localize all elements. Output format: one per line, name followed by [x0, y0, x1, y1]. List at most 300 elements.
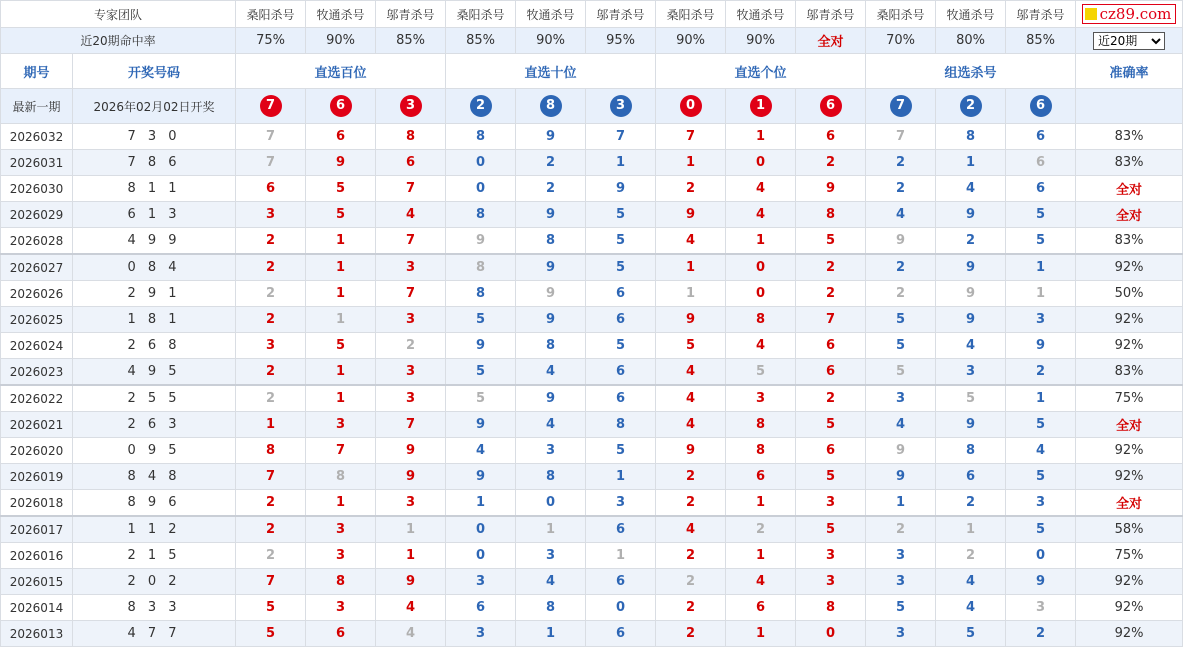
expert-team-label: 专家团队 [1, 1, 236, 28]
kill-number: 9 [656, 307, 726, 333]
kill-number: 6 [446, 595, 516, 621]
latest-label: 最新一期 [1, 89, 73, 124]
issue-number: 2026017 [1, 516, 73, 543]
kill-number: 0 [726, 281, 796, 307]
kill-number: 3 [726, 385, 796, 412]
kill-number: 3 [866, 569, 936, 595]
kill-number: 4 [376, 595, 446, 621]
table-row [1, 385, 1183, 412]
table-row [1, 516, 1183, 543]
kill-number: 8 [446, 281, 516, 307]
kill-number: 3 [376, 254, 446, 281]
kill-number: 4 [656, 228, 726, 255]
kill-number: 1 [726, 621, 796, 647]
expert-name: 桑阳杀号 [236, 1, 306, 28]
kill-number: 2 [236, 307, 306, 333]
kill-number: 5 [866, 595, 936, 621]
draw-numbers: 2 9 1 [73, 281, 236, 307]
kill-number: 3 [236, 202, 306, 228]
latest-ball-cell [306, 89, 376, 124]
kill-number: 8 [516, 333, 586, 359]
kill-number: 2 [656, 464, 726, 490]
kill-number: 1 [376, 543, 446, 569]
number-ball: 7 [890, 95, 912, 117]
kill-number: 1 [306, 359, 376, 386]
kill-number: 5 [866, 359, 936, 386]
kill-number: 0 [446, 176, 516, 202]
table-row [1, 281, 1183, 307]
kill-number: 3 [866, 385, 936, 412]
kill-number: 1 [306, 490, 376, 517]
expert-name: 桑阳杀号 [446, 1, 516, 28]
kill-number: 1 [726, 543, 796, 569]
number-ball: 8 [540, 95, 562, 117]
kill-number: 8 [446, 202, 516, 228]
kill-number: 2 [236, 281, 306, 307]
accuracy-value: 92% [1076, 438, 1183, 464]
table-row [1, 307, 1183, 333]
kill-number: 3 [376, 385, 446, 412]
latest-ball-cell [446, 89, 516, 124]
issue-number: 2026031 [1, 150, 73, 176]
kill-number: 4 [936, 333, 1006, 359]
kill-number: 2 [936, 490, 1006, 517]
kill-number: 8 [446, 124, 516, 150]
latest-ball-cell [1006, 89, 1076, 124]
group-header-combo: 组选杀号 [866, 54, 1076, 89]
kill-number: 2 [236, 543, 306, 569]
kill-number: 8 [936, 438, 1006, 464]
kill-number: 1 [726, 490, 796, 517]
kill-number: 5 [446, 385, 516, 412]
kill-number: 5 [1006, 464, 1076, 490]
table-row [1, 150, 1183, 176]
kill-number: 7 [656, 124, 726, 150]
kill-number: 1 [726, 124, 796, 150]
kill-number: 6 [586, 569, 656, 595]
kill-number: 2 [866, 150, 936, 176]
kill-number: 8 [306, 464, 376, 490]
issue-number: 2026023 [1, 359, 73, 386]
kill-number: 9 [866, 464, 936, 490]
draw-numbers: 8 4 8 [73, 464, 236, 490]
kill-number: 4 [936, 595, 1006, 621]
hit-rate-value: 90% [726, 28, 796, 54]
kill-number: 9 [796, 176, 866, 202]
site-logo[interactable] [1082, 4, 1177, 24]
kill-number: 9 [446, 464, 516, 490]
issue-number: 2026013 [1, 621, 73, 647]
kill-number: 4 [726, 202, 796, 228]
issue-number: 2026022 [1, 385, 73, 412]
expert-header-row [1, 1, 1183, 28]
kill-number: 2 [236, 385, 306, 412]
kill-number: 2 [656, 569, 726, 595]
kill-number: 3 [866, 543, 936, 569]
table-row [1, 124, 1183, 150]
kill-number: 1 [936, 150, 1006, 176]
kill-number: 3 [516, 438, 586, 464]
kill-number: 3 [796, 543, 866, 569]
kill-number: 8 [376, 124, 446, 150]
kill-number: 1 [586, 464, 656, 490]
kill-number: 5 [236, 595, 306, 621]
kill-number: 6 [586, 307, 656, 333]
latest-ball-cell [236, 89, 306, 124]
kill-number: 1 [516, 621, 586, 647]
kill-number: 9 [376, 438, 446, 464]
draw-numbers: 1 8 1 [73, 307, 236, 333]
kill-number: 0 [586, 595, 656, 621]
kill-number: 1 [1006, 281, 1076, 307]
kill-number: 8 [516, 228, 586, 255]
latest-empty-cell [1076, 89, 1183, 124]
period-select-cell [1076, 28, 1183, 54]
kill-number: 4 [656, 385, 726, 412]
logo-square-icon [1085, 8, 1097, 20]
kill-number: 8 [726, 412, 796, 438]
table-row [1, 254, 1183, 281]
kill-number: 9 [936, 412, 1006, 438]
kill-number: 2 [516, 150, 586, 176]
kill-number: 2 [866, 254, 936, 281]
kill-number: 5 [446, 307, 516, 333]
kill-number: 3 [866, 621, 936, 647]
number-ball: 3 [610, 95, 632, 117]
accuracy-value: 92% [1076, 333, 1183, 359]
kill-number: 1 [726, 228, 796, 255]
kill-number: 1 [376, 516, 446, 543]
kill-number: 5 [656, 333, 726, 359]
kill-number: 9 [446, 228, 516, 255]
kill-number: 8 [726, 438, 796, 464]
kill-number: 5 [936, 385, 1006, 412]
kill-number: 1 [306, 254, 376, 281]
kill-number: 4 [866, 202, 936, 228]
issue-number: 2026020 [1, 438, 73, 464]
draw-numbers: 2 1 5 [73, 543, 236, 569]
kill-number: 2 [866, 176, 936, 202]
kill-number: 5 [586, 333, 656, 359]
logo-text: cz89.com [1099, 5, 1172, 23]
kill-number: 7 [376, 412, 446, 438]
draw-numbers: 2 5 5 [73, 385, 236, 412]
accuracy-value: 全对 [1076, 490, 1183, 517]
kill-number: 1 [446, 490, 516, 517]
kill-number: 8 [516, 595, 586, 621]
kill-number: 6 [1006, 176, 1076, 202]
draw-numbers: 4 9 9 [73, 228, 236, 255]
table-row [1, 595, 1183, 621]
kill-number: 1 [306, 281, 376, 307]
issue-number: 2026025 [1, 307, 73, 333]
latest-ball-cell [586, 89, 656, 124]
history-rows [1, 124, 1183, 647]
draw-numbers: 2 0 2 [73, 569, 236, 595]
latest-ball-cell [866, 89, 936, 124]
kill-number: 2 [236, 228, 306, 255]
kill-number: 0 [446, 150, 516, 176]
kill-number: 2 [656, 490, 726, 517]
kill-number: 1 [656, 150, 726, 176]
table-row [1, 490, 1183, 517]
issue-number: 2026018 [1, 490, 73, 517]
kill-number: 6 [726, 464, 796, 490]
issue-number: 2026016 [1, 543, 73, 569]
kill-number: 5 [1006, 412, 1076, 438]
latest-ball-cell [936, 89, 1006, 124]
kill-number: 5 [1006, 516, 1076, 543]
kill-number: 1 [1006, 254, 1076, 281]
kill-number: 9 [1006, 333, 1076, 359]
issue-number: 2026024 [1, 333, 73, 359]
draw-numbers: 8 9 6 [73, 490, 236, 517]
kill-number: 3 [236, 333, 306, 359]
kill-number: 2 [656, 176, 726, 202]
kill-number: 2 [236, 254, 306, 281]
latest-ball-cell [656, 89, 726, 124]
kill-number: 3 [306, 412, 376, 438]
hit-rate-value: 85% [376, 28, 446, 54]
kill-number: 6 [1006, 150, 1076, 176]
draw-numbers: 4 9 5 [73, 359, 236, 386]
kill-number: 4 [936, 569, 1006, 595]
kill-number: 3 [446, 569, 516, 595]
expert-name: 邬青杀号 [1006, 1, 1076, 28]
kill-number: 9 [446, 412, 516, 438]
issue-number: 2026027 [1, 254, 73, 281]
kill-number: 9 [936, 281, 1006, 307]
number-ball: 0 [680, 95, 702, 117]
kill-number: 3 [1006, 307, 1076, 333]
kill-number: 4 [866, 412, 936, 438]
table-row [1, 359, 1183, 386]
column-header-row [1, 54, 1183, 89]
group-header-units: 直选个位 [656, 54, 866, 89]
number-ball: 6 [330, 95, 352, 117]
kill-number: 0 [446, 516, 516, 543]
expert-name: 邬青杀号 [796, 1, 866, 28]
kill-number: 8 [796, 202, 866, 228]
kill-number: 5 [796, 464, 866, 490]
kill-number: 9 [516, 281, 586, 307]
expert-name: 邬青杀号 [376, 1, 446, 28]
expert-name: 牧通杀号 [516, 1, 586, 28]
kill-number: 5 [586, 202, 656, 228]
kill-number: 4 [656, 412, 726, 438]
accuracy-value: 92% [1076, 464, 1183, 490]
kill-number: 3 [306, 543, 376, 569]
hit-rate-label: 近20期命中率 [1, 28, 236, 54]
period-select[interactable] [1093, 32, 1165, 50]
kill-number: 6 [1006, 124, 1076, 150]
kill-number: 4 [446, 438, 516, 464]
kill-number: 4 [1006, 438, 1076, 464]
expert-name: 牧通杀号 [936, 1, 1006, 28]
kill-number: 2 [1006, 621, 1076, 647]
kill-number: 6 [376, 150, 446, 176]
draw-numbers: 8 3 3 [73, 595, 236, 621]
kill-number: 6 [936, 464, 1006, 490]
kill-number: 6 [796, 124, 866, 150]
kill-number: 6 [796, 333, 866, 359]
kill-number: 1 [516, 516, 586, 543]
kill-number: 1 [586, 150, 656, 176]
kill-number: 2 [796, 254, 866, 281]
kill-number: 6 [306, 124, 376, 150]
number-ball: 6 [820, 95, 842, 117]
kill-number: 0 [1006, 543, 1076, 569]
draw-numbers: 8 1 1 [73, 176, 236, 202]
table-row [1, 543, 1183, 569]
kill-number: 5 [866, 333, 936, 359]
table-row [1, 412, 1183, 438]
kill-number: 1 [306, 307, 376, 333]
accuracy-value: 83% [1076, 228, 1183, 255]
kill-number: 3 [1006, 595, 1076, 621]
kill-number: 2 [656, 595, 726, 621]
kill-number: 4 [726, 569, 796, 595]
kill-number: 3 [446, 621, 516, 647]
accuracy-value: 83% [1076, 359, 1183, 386]
kill-number: 0 [726, 254, 796, 281]
kill-number: 6 [796, 359, 866, 386]
kill-number: 2 [376, 333, 446, 359]
kill-number: 7 [866, 124, 936, 150]
kill-number: 2 [866, 516, 936, 543]
kill-number: 5 [796, 516, 866, 543]
kill-number: 4 [726, 176, 796, 202]
number-ball: 3 [400, 95, 422, 117]
kill-number: 6 [726, 595, 796, 621]
latest-ball-cell [376, 89, 446, 124]
kill-number: 4 [376, 621, 446, 647]
accuracy-value: 58% [1076, 516, 1183, 543]
kill-number: 2 [656, 543, 726, 569]
accuracy-value: 全对 [1076, 412, 1183, 438]
kill-number: 6 [586, 385, 656, 412]
accuracy-value: 75% [1076, 385, 1183, 412]
kill-number: 1 [656, 281, 726, 307]
accuracy-value: 92% [1076, 254, 1183, 281]
kill-number: 9 [516, 202, 586, 228]
kill-number: 9 [376, 569, 446, 595]
kill-number: 3 [306, 516, 376, 543]
kill-number: 4 [516, 359, 586, 386]
kill-number: 1 [236, 412, 306, 438]
kill-number: 2 [796, 281, 866, 307]
hit-rate-value: 90% [656, 28, 726, 54]
kill-number: 3 [516, 543, 586, 569]
kill-number: 7 [236, 150, 306, 176]
kill-number: 7 [586, 124, 656, 150]
draw-numbers: 6 1 3 [73, 202, 236, 228]
kill-number: 7 [376, 176, 446, 202]
number-ball: 2 [470, 95, 492, 117]
kill-number: 1 [936, 516, 1006, 543]
kill-number: 5 [236, 621, 306, 647]
kill-number: 8 [586, 412, 656, 438]
kill-number: 0 [446, 543, 516, 569]
kill-number: 7 [376, 228, 446, 255]
group-header-tens: 直选十位 [446, 54, 656, 89]
kill-number: 4 [376, 202, 446, 228]
kill-number: 2 [236, 490, 306, 517]
number-ball: 1 [750, 95, 772, 117]
kill-number: 1 [1006, 385, 1076, 412]
kill-number: 2 [936, 543, 1006, 569]
latest-issue-row [1, 89, 1183, 124]
kill-number: 7 [796, 307, 866, 333]
kill-number: 2 [796, 150, 866, 176]
kill-number: 5 [306, 176, 376, 202]
hit-rate-value: 70% [866, 28, 936, 54]
kill-number: 9 [446, 333, 516, 359]
expert-name: 牧通杀号 [726, 1, 796, 28]
draw-numbers: 1 1 2 [73, 516, 236, 543]
issue-header: 期号 [1, 54, 73, 89]
kill-number: 2 [516, 176, 586, 202]
kill-number: 9 [866, 228, 936, 255]
kill-number: 4 [656, 516, 726, 543]
expert-name: 邬青杀号 [586, 1, 656, 28]
table-row [1, 621, 1183, 647]
expert-name: 桑阳杀号 [656, 1, 726, 28]
expert-name: 牧通杀号 [306, 1, 376, 28]
table-row [1, 438, 1183, 464]
kill-number: 9 [516, 254, 586, 281]
issue-number: 2026019 [1, 464, 73, 490]
kill-number: 3 [796, 490, 866, 517]
kill-number: 5 [446, 359, 516, 386]
draw-numbers: 7 3 0 [73, 124, 236, 150]
kill-number: 5 [796, 228, 866, 255]
table-row [1, 202, 1183, 228]
draw-numbers: 4 7 7 [73, 621, 236, 647]
table-row [1, 569, 1183, 595]
kill-number: 3 [796, 569, 866, 595]
kill-number: 6 [586, 516, 656, 543]
kill-number: 5 [306, 202, 376, 228]
draw-numbers: 2 6 3 [73, 412, 236, 438]
kill-number: 5 [306, 333, 376, 359]
table-row [1, 228, 1183, 255]
kill-number: 6 [796, 438, 866, 464]
kill-number: 3 [376, 490, 446, 517]
kill-number: 6 [306, 621, 376, 647]
kill-number: 1 [866, 490, 936, 517]
kill-number: 2 [1006, 359, 1076, 386]
kill-number: 6 [236, 176, 306, 202]
kill-number: 1 [306, 228, 376, 255]
table-row [1, 333, 1183, 359]
kill-number: 8 [306, 569, 376, 595]
kill-number: 2 [656, 621, 726, 647]
kill-number: 9 [516, 124, 586, 150]
hit-rate-value: 90% [306, 28, 376, 54]
issue-number: 2026032 [1, 124, 73, 150]
hit-rate-value: 95% [586, 28, 656, 54]
kill-number: 1 [586, 543, 656, 569]
kill-number: 8 [796, 595, 866, 621]
number-ball: 7 [260, 95, 282, 117]
issue-number: 2026014 [1, 595, 73, 621]
logo-cell [1076, 1, 1183, 28]
issue-number: 2026028 [1, 228, 73, 255]
kill-number: 5 [1006, 228, 1076, 255]
kill-number: 9 [936, 254, 1006, 281]
latest-ball-cell [796, 89, 866, 124]
